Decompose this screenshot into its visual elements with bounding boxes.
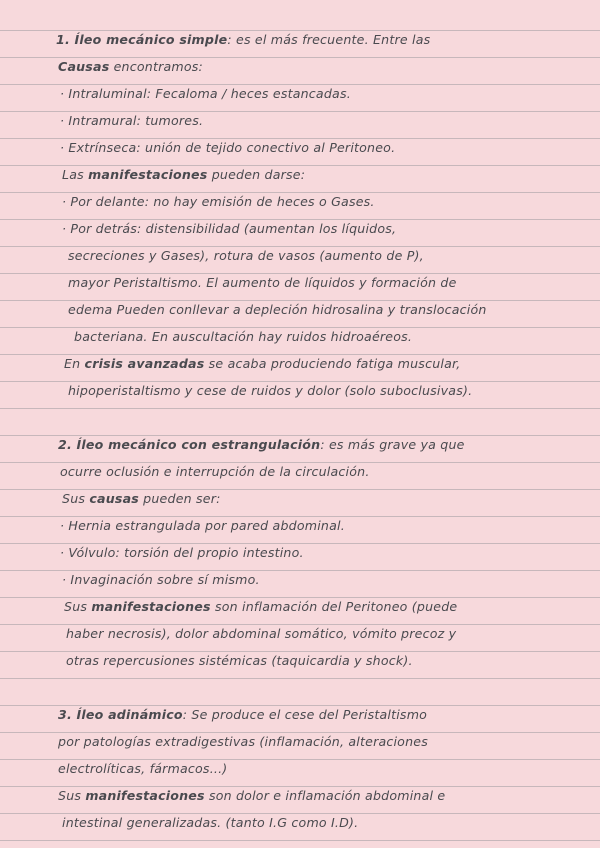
text: encontramos: [109, 59, 203, 74]
text-line [68, 302, 487, 318]
text: edema Pueden conllevar a depleción hidrosalina y translocación [68, 302, 487, 317]
text: · Hernia estrangulada por pared abdominal. [60, 518, 345, 533]
text: · Intramural: tumores. [60, 113, 204, 128]
section-1-first-line [56, 32, 430, 48]
text-line [60, 464, 370, 480]
text: : es más grave ya que [320, 437, 465, 452]
text-line [60, 86, 351, 102]
emphasis: manifestaciones [85, 788, 205, 803]
text: pueden ser: [138, 491, 221, 506]
text: : es el más frecuente. Entre las [227, 32, 431, 47]
section-2-heading: 2. Íleo mecánico con estrangulación [58, 437, 321, 452]
text-line [64, 356, 460, 372]
text-line [58, 59, 203, 75]
text-line [60, 140, 395, 156]
text-line [62, 221, 396, 237]
text: Sus [62, 491, 90, 506]
text-line [62, 194, 375, 210]
text-line [58, 788, 445, 804]
text-line [68, 383, 472, 399]
text-line [60, 113, 203, 129]
text: · Intraluminal: Fecaloma / heces estancadas. [60, 86, 351, 101]
text: por patologías extradigestivas (inflamación, alteraciones [58, 734, 428, 749]
section-2-first-line [58, 437, 465, 453]
text: · Vólvulo: torsión del propio intestino. [60, 545, 304, 560]
text: · Por delante: no hay emisión de heces o Gases. [62, 194, 375, 209]
text-line [58, 761, 227, 777]
text: Sus [58, 788, 86, 803]
text: intestinal generalizadas. (tanto I.G como I.D). [62, 815, 359, 830]
text: pueden darse: [207, 167, 306, 182]
text-line [62, 167, 305, 183]
text: son dolor e inflamación abdominal e [204, 788, 446, 803]
text-line [68, 248, 424, 264]
text-line [60, 518, 345, 534]
text-line [68, 275, 457, 291]
text-line [62, 572, 260, 588]
text-line [66, 626, 456, 642]
text: ocurre oclusión e interrupción de la circulación. [60, 464, 370, 479]
section-3-heading: 3. Íleo adinámico [58, 707, 183, 722]
text: Las [62, 167, 89, 182]
emphasis: manifestaciones [88, 167, 208, 182]
text-line [62, 815, 358, 831]
text-line [64, 599, 457, 615]
text-line [66, 653, 413, 669]
emphasis: crisis avanzadas [84, 356, 205, 371]
text: : Se produce el cese del Peristaltismo [182, 707, 428, 722]
text-line [58, 734, 428, 750]
text: secreciones y Gases), rotura de vasos (aumento de P), [68, 248, 424, 263]
text: · Por detrás: distensibilidad (aumentan los líquidos, [62, 221, 397, 236]
text: se acaba produciendo fatiga muscular, [204, 356, 461, 371]
text: mayor Peristaltismo. El aumento de líquidos y formación de [68, 275, 457, 290]
text-line [60, 545, 304, 561]
text: En [64, 356, 85, 371]
text: haber necrosis), dolor abdominal somático, vómito precoz y [66, 626, 457, 641]
text-line [74, 329, 412, 345]
text: electrolíticas, fármacos...) [58, 761, 228, 776]
emphasis: Causas [58, 59, 110, 74]
text: bacteriana. En auscultación hay ruidos hidroaéreos. [74, 329, 413, 344]
emphasis: causas [89, 491, 139, 506]
text: hipoperistaltismo y cese de ruidos y dolor (solo suboclusivas). [68, 383, 473, 398]
text-line [62, 491, 221, 507]
text: son inflamación del Peritoneo (puede [210, 599, 458, 614]
text: · Extrínseca: unión de tejido conectivo al Peritoneo. [60, 140, 396, 155]
section-1-heading: 1. Íleo mecánico simple [56, 32, 228, 47]
text: Sus [64, 599, 92, 614]
section-3-first-line [58, 707, 427, 723]
text: otras repercusiones sistémicas (taquicardia y shock). [66, 653, 413, 668]
text: · Invaginación sobre sí mismo. [62, 572, 260, 587]
emphasis: manifestaciones [91, 599, 211, 614]
